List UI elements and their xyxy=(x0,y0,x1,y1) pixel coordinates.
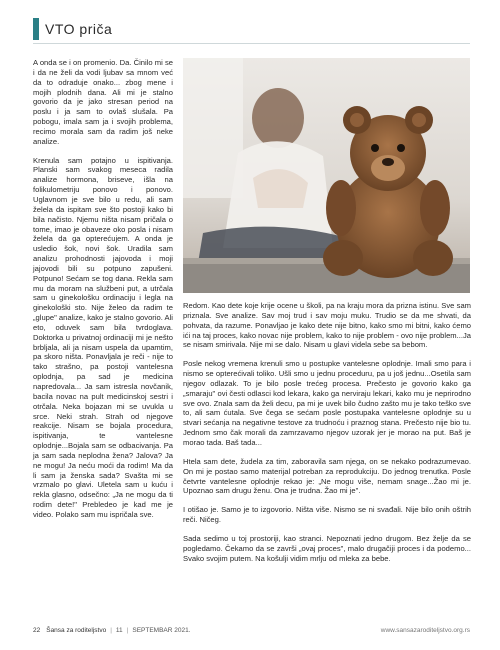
page-number: 22 xyxy=(33,626,41,634)
teddy-bear-photo-icon xyxy=(183,58,470,293)
separator: | xyxy=(110,626,112,634)
paragraph: Posle nekog vremena krenuli smo u postupke vantelesne oplodnje. Imali smo para i nismo se opterećivali toliko. Ušli smo u jednu proceduru, pa u još jednu...Osetila sam njegov odlazak. To je bilo posle trećeg procesa. Prečesto je govorio kako ga „smaraju" ovi česti odlasci kod lekara, kako ga nerviraju lekari, kako mu je neprirodno sve ovo. Znala sam da želi decu, pa mi je uvek bilo čudno zašto mu je tako teško sve to, ali sam ćutala. Sve čega se sećam posle postupaka vantelesne oplodnje su u stvari sećanja na negativne testove za trudnoću i praznog stana. Prečesto nije bio tu. Jednom smo čak morali da zamrzavamo njegov uzorak jer je morao na put. Baš je morao tada. Baš tada... xyxy=(183,359,471,447)
separator: | xyxy=(126,626,129,634)
page-footer xyxy=(33,624,470,636)
issue-number: 11 xyxy=(115,626,123,634)
left-column xyxy=(33,58,173,529)
section-header xyxy=(33,18,112,40)
paragraph: Krenula sam potajno u ispitivanja. Planski sam svakog meseca radila analize hormona, briseve, išla na folikulometriju ponovo i ponovo. Uglavnom je sve bilo u redu, ali sam želela da ispitam sve što postoji kako bi bila načisto. Njemu ništa nisam pričala o tome, imao je obaveze oko posla i nisam želela da ga opterećujem. A onda je usledio šok, novi šok. Uradila sam analizu prohodnosti jajovoda i moji jajovodi bili su potpuno zapušeni. Potpuno! Sećam se tog dana. Rekla sam mu da moram na službeni put, a utrčala sam u ginekološku ordinaciju i legla na ginekološki sto. Nije želeo da radim te „glupe" analize, kako je stalno govorio. Ali eto, oduvek sam bila tvrdoglava. Doktorka u privatnoj ordinaciji mi je nešto brbljala, ali ja nisam uspela da upamtim, pa skoro ništa. Ponavljala je reči - nije to tako strašno, pa postoji vantelesna oplodnja, pa sad je medicina napredovala... Ja sam istresla novčanik, bacila novac na pult medicinskoj sestri i otrčala. Neka bojazan mi se uvukla u srce. Neki strah. Strah od njegove reakcije. Nisam se bojala procedura, ispitivanja, te vantelesne oplodnje...Bojala sam se odbacivanja. Pa ja sam sada neplodna žena? Jalova? Ja ne mogu! Ja neću moći da rodim! Ma da li sam ja ženska sada? Svašta mi se vrzmalo po glavi. Uletela sam u kuću i rekla glasno, odsečno: „Ja ne mogu da ti rodim dete!" Prebledeo je kad me je video. Polako sam mu ispričala sve. xyxy=(33,155,173,519)
section-title: VTO priča xyxy=(45,21,113,37)
accent-bar xyxy=(33,18,39,40)
paragraph: I otišao je. Samo je to izgovorio. Ništa više. Nismo se ni svađali. Nije bilo onih oštrih reči. Ničeg. xyxy=(183,505,471,525)
paragraph: Redom. Kao dete koje krije ocene u školi, pa na kraju mora da prizna istinu. Sve sam priznala. Sve analize. Sav moj trud i sav moju muku. Trudio se da me shvati, da pohvata, da razume. Ponavljao je kako dete nije bitno, kako smo mi bitni, kako ćemo ići na taj proces, kako novac nije problem, kako to nije problem - ovo nije problem...Ja se nisam smirivala. Nije mi se dalo. Nisam u glavi videla sebe sa bebom. xyxy=(183,301,471,350)
website-link[interactable]: www.sansazaroditeljstvo.org.rs xyxy=(380,626,470,634)
magazine-name: Šansa za roditeljstvo xyxy=(46,626,107,634)
article-photo xyxy=(183,58,470,293)
paragraph: A onda se i on promenio. Da. Činilo mi se i da ne želi da vodi ljubav sa mnom već da to odraduje onako... zbog mene i mojih plodnih dana. Ali mi je stalno govorio da je jako stresan period na poslu i ja sam to ovlaš slušala. Pa pobogu, imala sam ja i svojih problema, recimo morala sam da radim još neke analize. xyxy=(33,58,173,146)
issue-date: SEPTEMBAR 2021. xyxy=(132,626,191,634)
paragraph: Htela sam dete, žudela za tim, zaboravila sam njega, on se nekako podrazumevao. On mi je postao samo materijal potreban za reprodukciju. Do jednog trenutka. Posle četvrte vantelesne oplodnje rekao je: „Ne mogu više, nemam snage...Žao mi je. Upoznao sam drugu ženu. Ona je trudna. Žao mi je". xyxy=(183,456,471,496)
paragraph: Sada sedimo u toj prostoriji, kao stranci. Nepoznati jedno drugom. Bez želje da se pogledamo. Čekamo da se završi „ovaj proces", malo drugačiji proces i da podemo... Svako svojim putem. Na košulji vidim mrlju od mleka za bebe. xyxy=(183,533,471,563)
right-column xyxy=(183,301,471,572)
divider xyxy=(33,43,470,44)
